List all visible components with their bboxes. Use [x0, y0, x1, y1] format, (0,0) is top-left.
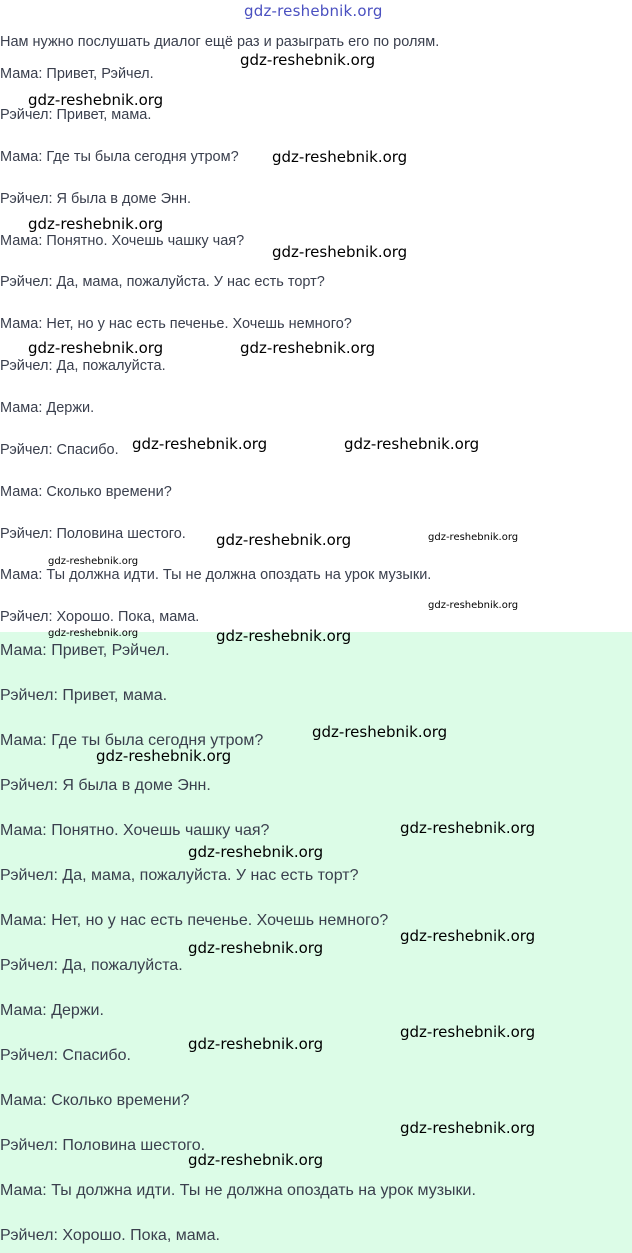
dialog-line: Рэйчел: Половина шестого.	[0, 526, 186, 542]
watermark: gdz-reshebnik.org	[400, 1023, 536, 1041]
dialog-line: Мама: Ты должна идти. Ты не должна опоздать на урок музыки.	[0, 567, 432, 583]
dialog-line: Мама: Понятно. Хочешь чашку чая?	[0, 233, 245, 249]
dialog-line: Мама: Держи.	[0, 1002, 104, 1019]
dialog-line: Рэйчел: Хорошо. Пока, мама.	[0, 1227, 220, 1244]
dialog-line: Мама: Привет, Рэйчел.	[0, 642, 170, 659]
watermark: gdz-reshebnik.org	[272, 243, 408, 261]
dialog-line: Мама: Нет, но у нас есть печенье. Хочешь немного?	[0, 912, 389, 929]
watermark: gdz-reshebnik.org	[188, 939, 324, 957]
watermark: gdz-reshebnik.org	[400, 819, 536, 837]
watermark: gdz-reshebnik.org	[48, 628, 139, 639]
watermark: gdz-reshebnik.org	[216, 531, 352, 549]
dialog-line: Рэйчел: Привет, мама.	[0, 107, 152, 123]
watermark: gdz-reshebnik.org	[132, 435, 268, 453]
dialog-line: Рэйчел: Я была в доме Энн.	[0, 191, 192, 207]
dialog-line: Рэйчел: Да, мама, пожалуйста. У нас есть торт?	[0, 274, 325, 290]
dialog-line: Рэйчел: Половина шестого.	[0, 1137, 206, 1154]
dialog-line: Мама: Привет, Рэйчел.	[0, 66, 154, 82]
header-watermark: gdz-reshebnik.org	[244, 2, 383, 20]
watermark: gdz-reshebnik.org	[240, 51, 376, 69]
dialog-line: Рэйчел: Да, пожалуйста.	[0, 358, 166, 374]
dialog-line: Рэйчел: Хорошо. Пока, мама.	[0, 609, 200, 625]
dialog-line: Мама: Сколько времени?	[0, 1092, 190, 1109]
watermark: gdz-reshebnik.org	[28, 91, 164, 109]
watermark: gdz-reshebnik.org	[188, 843, 324, 861]
watermark: gdz-reshebnik.org	[216, 627, 352, 645]
dialog-line: Мама: Где ты была сегодня утром?	[0, 732, 264, 749]
dialog-line: Мама: Понятно. Хочешь чашку чая?	[0, 822, 270, 839]
watermark: gdz-reshebnik.org	[96, 747, 232, 765]
dialog-line: Рэйчел: Да, пожалуйста.	[0, 957, 183, 974]
watermark: gdz-reshebnik.org	[428, 600, 519, 611]
watermark: gdz-reshebnik.org	[428, 532, 519, 543]
watermark: gdz-reshebnik.org	[188, 1035, 324, 1053]
watermark: gdz-reshebnik.org	[240, 339, 376, 357]
dialog-line: Рэйчел: Я была в доме Энн.	[0, 777, 211, 794]
dialog-line: Мама: Сколько времени?	[0, 484, 172, 500]
watermark: gdz-reshebnik.org	[28, 339, 164, 357]
dialog-line: Рэйчел: Спасибо.	[0, 1047, 131, 1064]
dialog-line: Мама: Ты должна идти. Ты не должна опоздать на урок музыки.	[0, 1182, 476, 1199]
dialog-line: Рэйчел: Спасибо.	[0, 442, 119, 458]
dialog-line: Мама: Держи.	[0, 400, 95, 416]
watermark: gdz-reshebnik.org	[48, 556, 139, 567]
watermark: gdz-reshebnik.org	[400, 1119, 536, 1137]
dialog-line: Рэйчел: Привет, мама.	[0, 687, 168, 704]
watermark: gdz-reshebnik.org	[312, 723, 448, 741]
watermark: gdz-reshebnik.org	[272, 148, 408, 166]
watermark: gdz-reshebnik.org	[28, 215, 164, 233]
watermark: gdz-reshebnik.org	[344, 435, 480, 453]
watermark: gdz-reshebnik.org	[188, 1151, 324, 1169]
intro-text: Нам нужно послушать диалог ещё раз и разыграть его по ролям.	[0, 34, 440, 50]
dialog-line: Рэйчел: Да, мама, пожалуйста. У нас есть торт?	[0, 867, 359, 884]
dialog-line: Мама: Где ты была сегодня утром?	[0, 149, 239, 165]
watermark: gdz-reshebnik.org	[400, 927, 536, 945]
dialog-line: Мама: Нет, но у нас есть печенье. Хочешь немного?	[0, 316, 352, 332]
